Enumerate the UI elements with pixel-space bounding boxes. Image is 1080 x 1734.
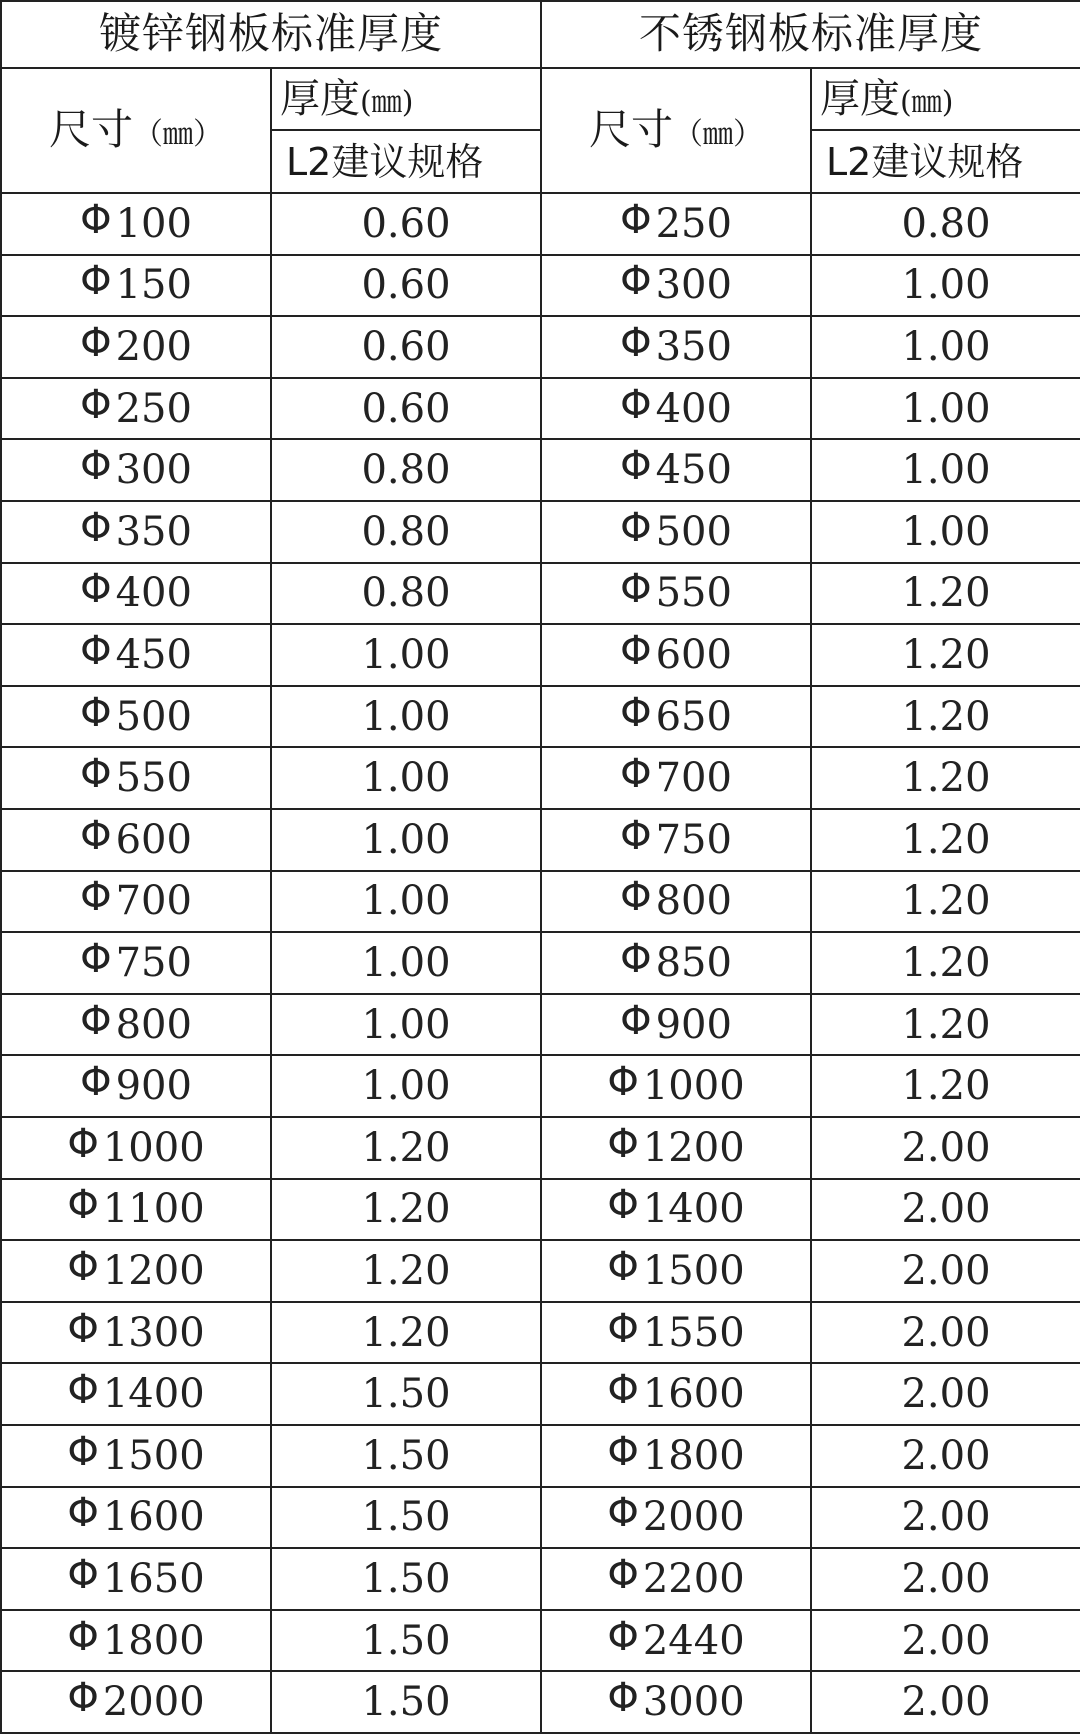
table-row <box>1 1240 1080 1302</box>
stainless-size-cell <box>541 1363 811 1425</box>
table-row <box>1 624 1080 686</box>
galvanized-thickness-cell: 1.20 <box>271 1302 541 1364</box>
stainless-thickness-cell: 1.20 <box>811 809 1080 871</box>
size-value: 150 <box>115 262 192 309</box>
title-row <box>1 1 1080 68</box>
galvanized-spec-header: L2建议规格 <box>271 130 541 193</box>
size-value: 700 <box>115 878 192 925</box>
table-row <box>1 1055 1080 1117</box>
galvanized-size-cell <box>1 871 271 933</box>
size-value: 350 <box>655 324 732 371</box>
size-value: 2440 <box>642 1617 745 1664</box>
galvanized-thickness-cell: 0.60 <box>271 378 541 440</box>
galvanized-thickness-cell: 1.20 <box>271 1240 541 1302</box>
galvanized-thickness-cell: 0.80 <box>271 563 541 625</box>
table-row <box>1 994 1080 1056</box>
size-value: 850 <box>655 939 732 986</box>
diameter-symbol: Φ <box>80 566 112 613</box>
diameter-symbol: Φ <box>67 1551 99 1598</box>
diameter-symbol: Φ <box>67 1120 99 1167</box>
size-value: 750 <box>655 816 732 863</box>
size-value: 100 <box>115 200 192 247</box>
table-row <box>1 255 1080 317</box>
size-value: 250 <box>115 385 192 432</box>
thickness-unit-label: (㎜) <box>360 85 414 121</box>
stainless-size-cell <box>541 501 811 563</box>
stainless-size-cell <box>541 994 811 1056</box>
galvanized-size-cell <box>1 563 271 625</box>
stainless-size-cell <box>541 378 811 440</box>
table-row <box>1 501 1080 563</box>
size-value: 400 <box>115 570 192 617</box>
diameter-symbol: Φ <box>67 1490 99 1537</box>
diameter-symbol: Φ <box>80 504 112 551</box>
galvanized-thickness-cell: 1.50 <box>271 1610 541 1672</box>
diameter-symbol: Φ <box>620 874 652 921</box>
galvanized-size-cell <box>1 1487 271 1549</box>
diameter-symbol: Φ <box>620 935 652 982</box>
galvanized-size-cell <box>1 1179 271 1241</box>
size-value: 3000 <box>642 1679 745 1726</box>
diameter-symbol: Φ <box>607 1120 639 1167</box>
galvanized-size-cell <box>1 255 271 317</box>
size-value: 1000 <box>102 1124 205 1171</box>
stainless-size-cell <box>541 1179 811 1241</box>
diameter-symbol: Φ <box>80 935 112 982</box>
diameter-symbol: Φ <box>80 443 112 490</box>
galvanized-size-cell <box>1 501 271 563</box>
stainless-thickness-cell: 2.00 <box>811 1363 1080 1425</box>
stainless-title: 不锈钢板标准厚度 <box>541 1 1080 68</box>
table-row <box>1 871 1080 933</box>
diameter-symbol: Φ <box>607 1613 639 1660</box>
galvanized-size-cell <box>1 747 271 809</box>
stainless-thickness-cell: 2.00 <box>811 1302 1080 1364</box>
thickness-unit-label: (㎜) <box>900 85 954 121</box>
size-value: 500 <box>655 508 732 555</box>
size-value: 500 <box>115 693 192 740</box>
galvanized-size-cell <box>1 439 271 501</box>
size-value: 800 <box>655 878 732 925</box>
galvanized-thickness-cell: 1.00 <box>271 871 541 933</box>
diameter-symbol: Φ <box>80 258 112 305</box>
stainless-thickness-cell: 2.00 <box>811 1117 1080 1179</box>
table-row <box>1 378 1080 440</box>
size-value: 450 <box>655 447 732 494</box>
diameter-symbol: Φ <box>607 1551 639 1598</box>
galvanized-thickness-cell: 1.00 <box>271 1055 541 1117</box>
galvanized-thickness-cell: 1.00 <box>271 747 541 809</box>
galvanized-thickness-cell: 0.60 <box>271 255 541 317</box>
stainless-thickness-cell: 2.00 <box>811 1671 1080 1733</box>
size-value: 800 <box>115 1001 192 1048</box>
size-value: 550 <box>655 570 732 617</box>
stainless-size-cell <box>541 1487 811 1549</box>
diameter-symbol: Φ <box>67 1367 99 1414</box>
diameter-symbol: Φ <box>607 1490 639 1537</box>
galvanized-thickness-cell: 0.80 <box>271 439 541 501</box>
size-value: 1500 <box>102 1432 205 1479</box>
table-row <box>1 1548 1080 1610</box>
thickness-header-label: 厚度 <box>820 76 901 123</box>
table-row <box>1 563 1080 625</box>
stainless-size-cell <box>541 1240 811 1302</box>
size-value: 1100 <box>102 1186 205 1233</box>
diameter-symbol: Φ <box>80 997 112 1044</box>
diameter-symbol: Φ <box>620 997 652 1044</box>
stainless-size-cell <box>541 624 811 686</box>
stainless-thickness-cell: 2.00 <box>811 1487 1080 1549</box>
galvanized-thickness-cell: 0.80 <box>271 501 541 563</box>
stainless-thickness-cell: 1.20 <box>811 871 1080 933</box>
stainless-size-cell <box>541 747 811 809</box>
stainless-thickness-cell: 1.20 <box>811 747 1080 809</box>
size-value: 1800 <box>102 1617 205 1664</box>
size-value: 1650 <box>102 1555 205 1602</box>
galvanized-thickness-cell: 1.50 <box>271 1363 541 1425</box>
diameter-symbol: Φ <box>607 1182 639 1229</box>
stainless-thickness-header <box>811 68 1080 131</box>
diameter-symbol: Φ <box>80 689 112 736</box>
size-value: 250 <box>655 200 732 247</box>
table-row <box>1 1487 1080 1549</box>
size-value: 2200 <box>642 1555 745 1602</box>
thickness-header-label: 厚度 <box>280 76 360 123</box>
stainless-spec-header: L2建议规格 <box>811 130 1080 193</box>
size-unit-label: （㎜） <box>673 117 764 153</box>
table-row <box>1 1610 1080 1672</box>
stainless-thickness-cell: 2.00 <box>811 1548 1080 1610</box>
diameter-symbol: Φ <box>607 1305 639 1352</box>
galvanized-size-cell <box>1 1548 271 1610</box>
table-row <box>1 1363 1080 1425</box>
galvanized-thickness-cell: 1.20 <box>271 1179 541 1241</box>
galvanized-thickness-cell: 1.00 <box>271 809 541 871</box>
stainless-thickness-cell: 1.20 <box>811 686 1080 748</box>
galvanized-size-cell <box>1 1302 271 1364</box>
diameter-symbol: Φ <box>620 196 652 243</box>
galvanized-size-cell <box>1 316 271 378</box>
galvanized-size-cell <box>1 1363 271 1425</box>
stainless-size-cell <box>541 316 811 378</box>
stainless-thickness-cell: 1.20 <box>811 563 1080 625</box>
stainless-thickness-cell: 2.00 <box>811 1610 1080 1672</box>
galvanized-thickness-cell: 1.20 <box>271 1117 541 1179</box>
diameter-symbol: Φ <box>620 504 652 551</box>
stainless-thickness-cell: 2.00 <box>811 1179 1080 1241</box>
diameter-symbol: Φ <box>80 381 112 428</box>
galvanized-thickness-cell: 1.50 <box>271 1671 541 1733</box>
galvanized-size-cell <box>1 1671 271 1733</box>
stainless-thickness-cell: 1.20 <box>811 932 1080 994</box>
galvanized-thickness-cell: 1.00 <box>271 624 541 686</box>
size-value: 1550 <box>642 1309 745 1356</box>
diameter-symbol: Φ <box>607 1367 639 1414</box>
size-value: 1200 <box>642 1124 745 1171</box>
galvanized-thickness-cell: 1.00 <box>271 686 541 748</box>
diameter-symbol: Φ <box>80 812 112 859</box>
stainless-thickness-cell: 1.20 <box>811 624 1080 686</box>
size-value: 900 <box>655 1001 732 1048</box>
stainless-thickness-cell: 1.00 <box>811 501 1080 563</box>
stainless-size-cell <box>541 1671 811 1733</box>
table-row <box>1 193 1080 255</box>
table-row <box>1 809 1080 871</box>
galvanized-size-cell <box>1 932 271 994</box>
size-value: 1600 <box>102 1494 205 1541</box>
diameter-symbol: Φ <box>620 443 652 490</box>
diameter-symbol: Φ <box>80 751 112 798</box>
size-value: 1500 <box>642 1247 745 1294</box>
galvanized-thickness-cell: 0.60 <box>271 193 541 255</box>
table-row <box>1 686 1080 748</box>
galvanized-thickness-cell: 1.50 <box>271 1548 541 1610</box>
stainless-size-cell <box>541 1302 811 1364</box>
diameter-symbol: Φ <box>620 320 652 367</box>
galvanized-size-cell <box>1 1117 271 1179</box>
diameter-symbol: Φ <box>80 874 112 921</box>
diameter-symbol: Φ <box>607 1243 639 1290</box>
size-value: 1200 <box>102 1247 205 1294</box>
size-value: 1000 <box>642 1063 745 1110</box>
size-value: 600 <box>655 632 732 679</box>
size-value: 350 <box>115 508 192 555</box>
size-value: 1400 <box>102 1371 205 1418</box>
diameter-symbol: Φ <box>607 1675 639 1722</box>
stainless-size-cell <box>541 871 811 933</box>
diameter-symbol: Φ <box>620 628 652 675</box>
diameter-symbol: Φ <box>67 1613 99 1660</box>
stainless-thickness-cell: 1.00 <box>811 378 1080 440</box>
galvanized-thickness-cell: 1.50 <box>271 1425 541 1487</box>
galvanized-size-cell <box>1 193 271 255</box>
size-value: 450 <box>115 632 192 679</box>
size-value: 600 <box>115 816 192 863</box>
table-row <box>1 1302 1080 1364</box>
diameter-symbol: Φ <box>80 628 112 675</box>
table-row <box>1 747 1080 809</box>
diameter-symbol: Φ <box>67 1243 99 1290</box>
table-row <box>1 1425 1080 1487</box>
stainless-size-cell <box>541 439 811 501</box>
size-value: 300 <box>115 447 192 494</box>
galvanized-size-cell <box>1 378 271 440</box>
size-value: 1300 <box>102 1309 205 1356</box>
table-row <box>1 316 1080 378</box>
table-row <box>1 1179 1080 1241</box>
table-body <box>1 1 1080 1733</box>
galvanized-thickness-cell: 1.50 <box>271 1487 541 1549</box>
table-row <box>1 932 1080 994</box>
size-value: 1800 <box>642 1432 745 1479</box>
size-value: 1400 <box>642 1186 745 1233</box>
diameter-symbol: Φ <box>620 566 652 613</box>
galvanized-size-cell <box>1 994 271 1056</box>
stainless-thickness-cell: 0.80 <box>811 193 1080 255</box>
galvanized-size-cell <box>1 624 271 686</box>
size-value: 2000 <box>642 1494 745 1541</box>
stainless-thickness-cell: 2.00 <box>811 1240 1080 1302</box>
header-row-1 <box>1 68 1080 131</box>
table-row <box>1 1117 1080 1179</box>
galvanized-size-cell <box>1 1610 271 1672</box>
stainless-thickness-cell: 1.20 <box>811 994 1080 1056</box>
galvanized-thickness-cell: 1.00 <box>271 932 541 994</box>
size-value: 650 <box>655 693 732 740</box>
diameter-symbol: Φ <box>67 1305 99 1352</box>
stainless-size-cell <box>541 686 811 748</box>
size-value: 300 <box>655 262 732 309</box>
stainless-size-header <box>541 68 811 193</box>
diameter-symbol: Φ <box>620 258 652 305</box>
galvanized-title: 镀锌钢板标准厚度 <box>1 1 541 68</box>
size-value: 750 <box>115 939 192 986</box>
diameter-symbol: Φ <box>607 1059 639 1106</box>
size-value: 700 <box>655 755 732 802</box>
size-value: 400 <box>655 385 732 432</box>
diameter-symbol: Φ <box>620 812 652 859</box>
stainless-size-cell <box>541 809 811 871</box>
galvanized-size-cell <box>1 1425 271 1487</box>
stainless-thickness-cell: 1.00 <box>811 316 1080 378</box>
diameter-symbol: Φ <box>620 381 652 428</box>
stainless-size-cell <box>541 563 811 625</box>
stainless-size-cell <box>541 1425 811 1487</box>
diameter-symbol: Φ <box>80 320 112 367</box>
galvanized-size-cell <box>1 809 271 871</box>
diameter-symbol: Φ <box>620 751 652 798</box>
table-row <box>1 1671 1080 1733</box>
galvanized-thickness-header <box>271 68 541 131</box>
galvanized-size-cell <box>1 1240 271 1302</box>
galvanized-thickness-cell: 1.00 <box>271 994 541 1056</box>
galvanized-size-cell <box>1 686 271 748</box>
galvanized-thickness-cell: 0.60 <box>271 316 541 378</box>
stainless-thickness-cell: 1.00 <box>811 439 1080 501</box>
stainless-thickness-cell: 1.20 <box>811 1055 1080 1117</box>
diameter-symbol: Φ <box>67 1675 99 1722</box>
diameter-symbol: Φ <box>67 1428 99 1475</box>
diameter-symbol: Φ <box>67 1182 99 1229</box>
size-unit-label: （㎜） <box>133 117 223 153</box>
table-row <box>1 439 1080 501</box>
size-header-label: 尺寸 <box>48 105 133 155</box>
size-value: 200 <box>115 324 192 371</box>
stainless-size-cell <box>541 193 811 255</box>
galvanized-size-header <box>1 68 271 193</box>
size-value: 900 <box>115 1063 192 1110</box>
galvanized-size-cell <box>1 1055 271 1117</box>
stainless-thickness-cell: 1.00 <box>811 255 1080 317</box>
stainless-size-cell <box>541 1610 811 1672</box>
diameter-symbol: Φ <box>607 1428 639 1475</box>
size-header-label: 尺寸 <box>589 105 674 155</box>
diameter-symbol: Φ <box>80 1059 112 1106</box>
size-value: 2000 <box>102 1679 205 1726</box>
size-value: 550 <box>115 755 192 802</box>
size-value: 1600 <box>642 1371 745 1418</box>
stainless-size-cell <box>541 932 811 994</box>
stainless-size-cell <box>541 255 811 317</box>
diameter-symbol: Φ <box>80 196 112 243</box>
stainless-size-cell <box>541 1055 811 1117</box>
diameter-symbol: Φ <box>620 689 652 736</box>
stainless-thickness-cell: 2.00 <box>811 1425 1080 1487</box>
stainless-size-cell <box>541 1548 811 1610</box>
stainless-size-cell <box>541 1117 811 1179</box>
